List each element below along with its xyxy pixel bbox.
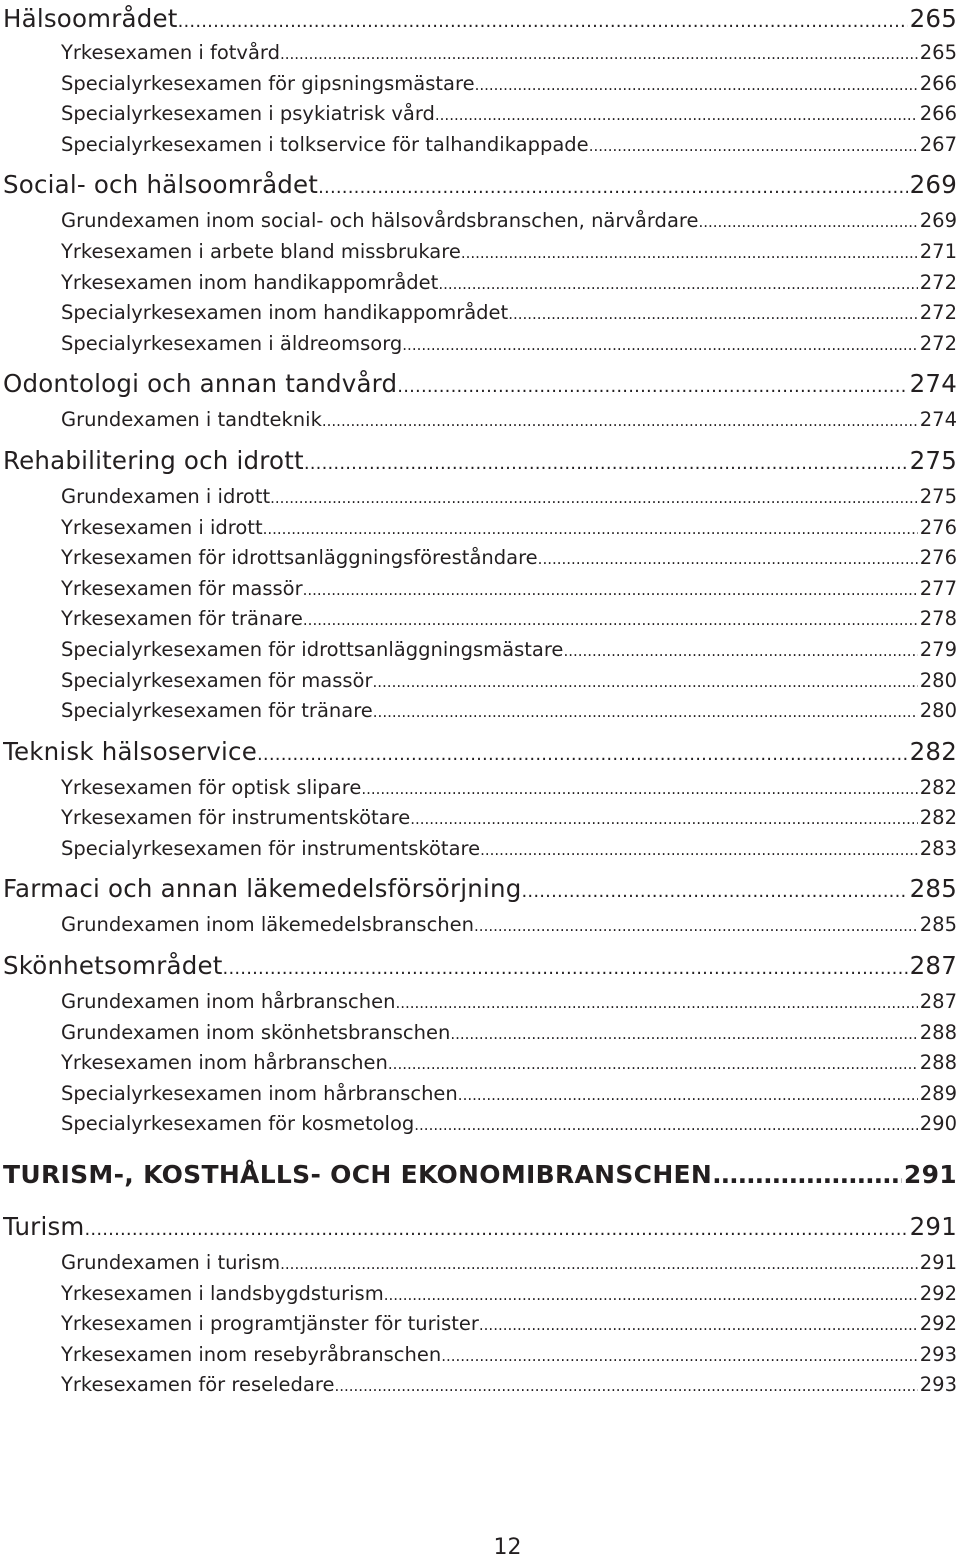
chapter-page-number: 291 — [903, 1160, 957, 1190]
toc-entry[interactable] — [3, 803, 957, 834]
dot-leader — [538, 543, 918, 574]
entry-title: Yrkesexamen i idrott — [61, 515, 263, 539]
entry-title: Yrkesexamen i programtjänster för turister — [61, 1312, 479, 1336]
entry-page-number: 282 — [919, 806, 957, 830]
entry-page-number: 271 — [919, 239, 957, 263]
dot-leader — [84, 1206, 907, 1248]
entry-title: Specialyrkesexamen för instrumentskötare — [61, 836, 481, 860]
entry-page-number: 275 — [919, 484, 957, 508]
dot-leader — [280, 1248, 918, 1279]
entry-title: Specialyrkesexamen i psykiatrisk vård — [61, 102, 435, 126]
toc-entry[interactable] — [3, 834, 957, 865]
entry-page-number: 276 — [919, 515, 957, 539]
entry-title: Yrkesexamen för reseledare — [61, 1373, 335, 1397]
toc-section-heading[interactable] — [3, 731, 957, 773]
dot-leader — [589, 130, 918, 161]
toc-entry[interactable] — [3, 543, 957, 574]
dot-leader — [435, 99, 918, 130]
toc-entry[interactable] — [3, 696, 957, 727]
entry-page-number: 280 — [919, 699, 957, 723]
entry-page-number: 272 — [919, 331, 957, 355]
page-number: 12 — [493, 1535, 522, 1560]
dot-leader — [522, 868, 908, 910]
dot-leader — [698, 206, 917, 237]
dot-leader — [480, 834, 918, 865]
toc-entry[interactable] — [3, 237, 957, 268]
entry-page-number: 287 — [919, 990, 957, 1014]
entry-title: Yrkesexamen för tränare — [61, 607, 303, 631]
entry-title: Grundexamen i turism — [61, 1251, 281, 1275]
section-title: Social- och hälsoområdet — [3, 170, 319, 200]
dot-leader — [384, 1279, 918, 1310]
entry-title: Yrkesexamen inom hårbranschen — [61, 1051, 388, 1075]
entry-page-number: 288 — [919, 1051, 957, 1075]
dot-leader — [303, 574, 918, 605]
entry-title: Yrkesexamen inom handikappområdet — [61, 270, 439, 294]
section-title: Skönhetsområdet — [3, 951, 223, 981]
toc-entry[interactable] — [3, 329, 957, 360]
toc-entry[interactable] — [3, 666, 957, 697]
entry-title: Specialyrkesexamen för gipsningsmästare — [61, 71, 475, 95]
toc-entry[interactable] — [3, 635, 957, 666]
entry-title: Yrkesexamen i fotvård — [61, 41, 280, 64]
dot-leader — [438, 268, 917, 299]
toc-section-heading[interactable] — [3, 363, 957, 405]
toc-entry[interactable] — [3, 987, 957, 1018]
entry-page-number: 266 — [919, 71, 957, 95]
dot-leader — [410, 803, 918, 834]
entry-page-number: 290 — [919, 1112, 957, 1136]
toc-entry[interactable] — [3, 1109, 957, 1140]
entry-page-number: 289 — [919, 1081, 957, 1105]
chapter-title: TURISM-, KOSTHÅLLS- OCH EKONOMIBRANSCHEN — [3, 1160, 713, 1190]
dot-leader — [303, 604, 918, 635]
dot-leader — [178, 0, 908, 38]
entry-title: Grundexamen inom skönhetsbranschen — [61, 1020, 451, 1044]
toc-entry[interactable] — [3, 1340, 957, 1371]
entry-title: Grundexamen inom hårbranschen — [61, 990, 396, 1014]
entry-title: Yrkesexamen för instrumentskötare — [61, 806, 411, 830]
entry-title: Yrkesexamen i arbete bland missbrukare — [61, 239, 461, 263]
entry-title: Specialyrkesexamen för tränare — [61, 699, 373, 723]
dot-leader — [334, 1370, 917, 1401]
section-page-number: 291 — [909, 1212, 957, 1242]
section-title: Turism — [3, 1212, 85, 1242]
entry-title: Grundexamen i tandteknik — [61, 408, 322, 432]
dot-leader — [257, 731, 908, 773]
section-page-number: 287 — [909, 951, 957, 981]
entry-title: Specialyrkesexamen för kosmetolog — [61, 1112, 415, 1136]
entry-page-number: 266 — [919, 102, 957, 126]
dot-leader — [397, 363, 907, 405]
table-of-contents — [3, 0, 957, 1401]
section-title: Teknisk hälsoservice — [3, 736, 258, 766]
toc-entry[interactable] — [3, 1048, 957, 1079]
toc-entry[interactable] — [3, 206, 957, 237]
dot-leader — [223, 945, 908, 987]
toc-entry[interactable] — [3, 910, 957, 941]
entry-page-number: 292 — [919, 1281, 957, 1305]
entry-page-number: 269 — [919, 209, 957, 233]
entry-page-number: 274 — [919, 408, 957, 432]
entry-title: Specialyrkesexamen för idrottsanläggningsmästare — [61, 637, 564, 661]
entry-title: Grundexamen inom social- och hälsovårdsbranschen, närvårdare — [61, 209, 699, 233]
dot-leader — [474, 910, 918, 941]
entry-title: Yrkesexamen för idrottsanläggningsföreståndare — [61, 546, 538, 570]
section-page-number: 269 — [909, 170, 957, 200]
entry-title: Specialyrkesexamen för massör — [61, 668, 373, 692]
section-title: Hälsoområdet — [3, 4, 178, 33]
entry-title: Specialyrkesexamen i äldreomsorg — [61, 331, 403, 355]
toc-entry[interactable] — [3, 1248, 957, 1279]
entry-page-number: 283 — [919, 836, 957, 860]
dot-leader — [414, 1109, 918, 1140]
toc-entry[interactable] — [3, 1370, 957, 1401]
dot-leader — [458, 1079, 918, 1110]
toc-entry[interactable] — [3, 130, 957, 161]
section-title: Farmaci och annan läkemedelsförsörjning — [3, 874, 522, 904]
entry-title: Specialyrkesexamen i tolkservice för talhandikappade — [61, 132, 589, 156]
dot-leader — [373, 666, 918, 697]
dot-leader — [563, 635, 917, 666]
entry-page-number: 272 — [919, 301, 957, 325]
dot-leader — [361, 773, 917, 804]
entry-page-number: 288 — [919, 1020, 957, 1044]
toc-entry[interactable] — [3, 99, 957, 130]
section-page-number: 275 — [909, 445, 957, 475]
toc-section-heading[interactable] — [3, 945, 957, 987]
entry-title: Specialyrkesexamen inom hårbranschen — [61, 1081, 458, 1105]
section-page-number: 265 — [909, 4, 957, 33]
dot-leader — [280, 38, 918, 69]
toc-entry[interactable] — [3, 69, 957, 100]
dot-leader — [461, 237, 918, 268]
toc-chapter-heading[interactable] — [3, 1148, 957, 1202]
toc-entry[interactable] — [3, 1018, 957, 1049]
section-title: Odontologi och annan tandvård — [3, 369, 398, 399]
toc-section-heading[interactable] — [3, 440, 957, 482]
section-page-number: 282 — [909, 736, 957, 766]
toc-entry[interactable] — [3, 38, 957, 69]
toc-entry[interactable] — [3, 405, 957, 436]
entry-title: Grundexamen i idrott — [61, 484, 271, 508]
toc-section-heading[interactable] — [3, 868, 957, 910]
dot-leader — [508, 298, 918, 329]
dot-leader — [388, 1048, 918, 1079]
entry-title: Grundexamen inom läkemedelsbranschen — [61, 913, 475, 937]
entry-page-number: 267 — [919, 132, 957, 156]
entry-page-number: 280 — [919, 668, 957, 692]
entry-title: Yrkesexamen inom resebyråbranschen — [61, 1342, 442, 1366]
entry-page-number: 291 — [919, 1251, 957, 1275]
entry-page-number: 292 — [919, 1312, 957, 1336]
dot-leader — [263, 513, 918, 544]
dot-leader — [479, 1309, 918, 1340]
entry-page-number: 279 — [919, 637, 957, 661]
toc-entry[interactable] — [3, 773, 957, 804]
toc-entry[interactable] — [3, 574, 957, 605]
toc-entry[interactable] — [3, 298, 957, 329]
toc-entry[interactable] — [3, 268, 957, 299]
entry-page-number: 276 — [919, 546, 957, 570]
dot-leader — [475, 69, 918, 100]
entry-page-number: 272 — [919, 270, 957, 294]
dot-leader — [322, 405, 918, 436]
entry-title: Specialyrkesexamen inom handikappområdet — [61, 301, 509, 325]
dot-leader — [395, 987, 917, 1018]
section-title: Rehabilitering och idrott — [3, 445, 304, 475]
dot-leader — [712, 1148, 902, 1202]
toc-section-heading[interactable] — [3, 1206, 957, 1248]
entry-page-number: 277 — [919, 576, 957, 600]
section-page-number: 285 — [909, 874, 957, 904]
section-page-number: 274 — [909, 369, 957, 399]
dot-leader — [373, 696, 918, 727]
dot-leader — [450, 1018, 917, 1049]
toc-section-heading[interactable] — [3, 0, 957, 38]
entry-title: Yrkesexamen i landsbygdsturism — [61, 1281, 384, 1305]
entry-page-number: 293 — [919, 1342, 957, 1366]
dot-leader — [270, 482, 918, 513]
dot-leader — [402, 329, 917, 360]
toc-section-heading[interactable] — [3, 164, 957, 206]
entry-page-number: 293 — [919, 1373, 957, 1397]
dot-leader — [441, 1340, 918, 1371]
entry-page-number: 282 — [919, 775, 957, 799]
toc-entry[interactable] — [3, 1079, 957, 1110]
entry-page-number: 265 — [919, 41, 957, 64]
entry-page-number: 278 — [919, 607, 957, 631]
toc-entry[interactable] — [3, 482, 957, 513]
dot-leader — [304, 440, 908, 482]
toc-entry[interactable] — [3, 1279, 957, 1310]
toc-entry[interactable] — [3, 604, 957, 635]
entry-title: Yrkesexamen för massör — [61, 576, 303, 600]
toc-entry[interactable] — [3, 1309, 957, 1340]
toc-entry[interactable] — [3, 513, 957, 544]
entry-page-number: 285 — [919, 913, 957, 937]
dot-leader — [318, 164, 908, 206]
entry-title: Yrkesexamen för optisk slipare — [61, 775, 362, 799]
